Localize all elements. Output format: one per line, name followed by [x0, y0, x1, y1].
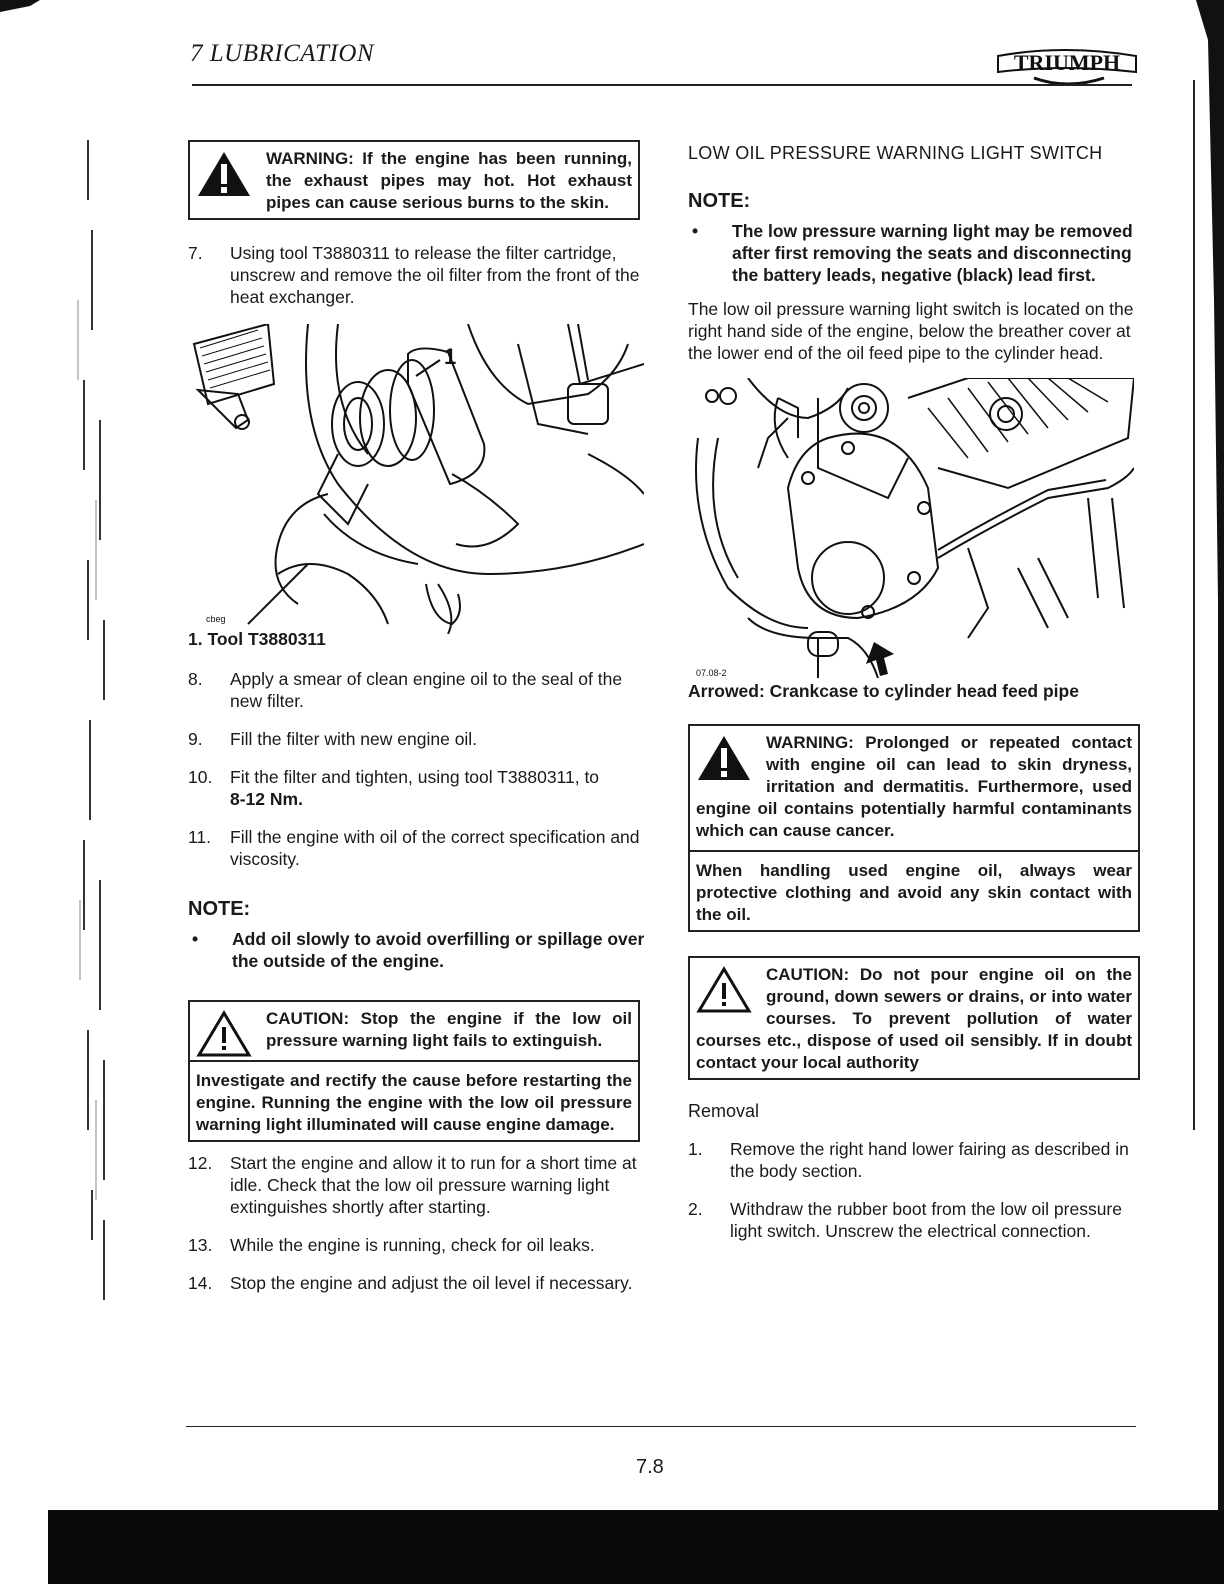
footer-rule	[186, 1426, 1136, 1427]
engine-feed-pipe-illustration	[688, 378, 1134, 678]
step-11	[188, 826, 646, 870]
warning-box-hot-exhaust	[188, 140, 640, 220]
note-heading: NOTE:	[688, 190, 751, 212]
caution-text: CAUTION: Do not pour engine oil on the ground, down sewers or drains, or into water courses. To prevent pollution of water courses etc., dispose of used oil sensibly. If in doubt contact your local authority	[696, 965, 1132, 1072]
header-rule	[192, 84, 1132, 86]
caution-triangle-icon	[696, 966, 752, 1014]
note-bullet	[188, 928, 646, 972]
page-number: 7.8	[636, 1456, 664, 1478]
removal-step-1	[688, 1138, 1140, 1182]
step-13	[188, 1234, 646, 1256]
note-text: The low pressure warning light may be removed after first removing the seats and disconnecting the battery leads, negative (black) lead first.	[732, 221, 1133, 285]
step-number: 14.	[188, 1273, 213, 1293]
step-10	[188, 766, 646, 810]
step-text: While the engine is running, check for oil leaks.	[230, 1235, 595, 1255]
bullet-icon: •	[692, 221, 699, 241]
arrow-icon	[866, 642, 894, 676]
step-text: Start the engine and allow it to run for a short time at idle. Check that the low oil pressure warning light extinguishes shortly after starting.	[230, 1153, 637, 1217]
step-8	[188, 668, 646, 712]
step-number: 12.	[188, 1153, 213, 1173]
step-text: Fill the engine with oil of the correct specification and viscosity.	[230, 827, 640, 869]
removal-step-2	[688, 1198, 1140, 1242]
step-number: 13.	[188, 1235, 213, 1255]
figure-caption-feed-pipe: Arrowed: Crankcase to cylinder head feed pipe	[688, 681, 1079, 701]
figure-code: cbeg	[206, 614, 226, 624]
caution-triangle-icon	[196, 1010, 252, 1058]
right-column	[688, 140, 1140, 1258]
section-heading: LOW OIL PRESSURE WARNING LIGHT SWITCH	[688, 143, 1103, 163]
step-number: 9.	[188, 729, 203, 749]
oil-filter-tool-illustration	[188, 324, 644, 634]
step-number: 1.	[688, 1139, 703, 1159]
note-bullet	[688, 220, 1140, 286]
caution-text: CAUTION: Stop the engine if the low oil pressure warning light fails to extinguish.	[266, 1009, 632, 1050]
removal-heading: Removal	[688, 1101, 760, 1121]
caution-box-disposal	[688, 956, 1140, 1080]
warning-triangle-icon	[196, 150, 252, 198]
warning-triangle-icon	[696, 734, 752, 782]
warning-subtext: When handling used engine oil, always wear protective clothing and avoid any skin contact with the oil.	[690, 850, 1138, 926]
callout-1: 1	[444, 344, 457, 369]
step-number: 10.	[188, 767, 213, 787]
note-text: Add oil slowly to avoid overfilling or spillage over the outside of the engine.	[232, 929, 645, 971]
step-text: Apply a smear of clean engine oil to the seal of the new filter.	[230, 669, 623, 711]
figure-oil-filter-removal	[188, 324, 644, 634]
step-number: 2.	[688, 1199, 703, 1219]
step-7	[188, 242, 646, 308]
scan-edge-left	[0, 0, 120, 1584]
section-title: 7 LUBRICATION	[190, 40, 375, 67]
step-text: Withdraw the rubber boot from the low oil pressure light switch. Unscrew the electrical connection.	[730, 1199, 1122, 1241]
step-9	[188, 728, 646, 750]
torque-spec: 8-12 Nm.	[230, 789, 303, 809]
step-12	[188, 1152, 646, 1218]
step-10-text: Fit the filter and tighten, using tool T3880311, to	[230, 767, 600, 787]
step-text: Using tool T3880311 to release the filter cartridge, unscrew and remove the oil filter from the front of the heat exchanger.	[230, 243, 640, 307]
scan-bottom-band	[48, 1510, 1224, 1584]
warning-box-engine-oil	[688, 724, 1140, 932]
caution-subtext: Investigate and rectify the cause before restarting the engine. Running the engine with the low oil pressure warning light illuminated will cause engine damage.	[190, 1060, 638, 1136]
intro-paragraph: The low oil pressure warning light switch is located on the right hand side of the engine, below the breather cover at the lower end of the oil feed pipe to the cylinder head.	[688, 299, 1134, 363]
step-number: 8.	[188, 669, 203, 689]
step-text: Stop the engine and adjust the oil level if necessary.	[230, 1273, 633, 1293]
warning-text: WARNING: If the engine has been running, the exhaust pipes may hot. Hot exhaust pipes can cause serious burns to the skin.	[266, 149, 632, 212]
step-14	[188, 1272, 646, 1294]
step-text: Fill the filter with new engine oil.	[230, 729, 478, 749]
step-text	[230, 766, 646, 810]
left-column	[188, 140, 646, 1310]
figure-engine-feed-pipe	[688, 378, 1134, 678]
bullet-icon: •	[192, 929, 199, 949]
caution-box-low-oil	[188, 1000, 640, 1142]
warning-text: WARNING: Prolonged or repeated contact with engine oil can lead to skin dryness, irritation and dermatitis. Furthermore, used engine oil contains potentially harmful contaminants which can cause cancer.	[696, 733, 1132, 840]
step-number: 11.	[188, 827, 212, 847]
scan-edge-right	[1134, 0, 1224, 1584]
step-text: Remove the right hand lower fairing as described in the body section.	[730, 1139, 1129, 1181]
figure-caption-tool: 1. Tool T3880311	[188, 629, 326, 649]
note-heading: NOTE:	[188, 898, 251, 920]
svg-text:TRIUMPH: TRIUMPH	[1013, 50, 1121, 75]
step-number: 7.	[188, 243, 203, 263]
figure-code: 07.08-2	[696, 668, 727, 678]
